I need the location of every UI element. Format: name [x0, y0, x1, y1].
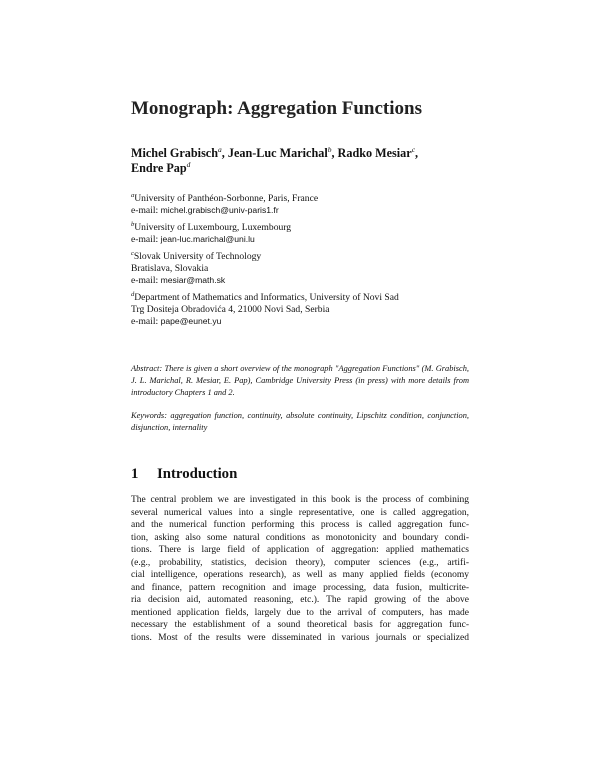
affiliation-mark: c — [131, 250, 134, 257]
affiliation-line: Department of Mathematics and Informatics, University of Novi Sad — [134, 292, 399, 303]
affiliation-line: Slovak University of Technology — [133, 251, 262, 262]
author-affil-mark: b — [327, 145, 332, 154]
email-label: e-mail: — [131, 204, 159, 216]
body-line: (e.g., probability, statistics, decision theory), computer sciences (e.g., artifi- — [131, 557, 469, 568]
affiliation-line: Trg Dositeja Obradovića 4, 21000 Novi Sad, Serbia — [131, 303, 330, 315]
author-list: Michel Grabisch$^a$, Jean-Luc Marichal$^b$, Radko Mesiar$^c$, Endre Pap$^d$ — [131, 145, 419, 175]
body-line: tions. Most of the results were disseminated in various journals or specialized — [131, 632, 469, 643]
body-line: ria decision aid, automated reasoning, etc.). The rapid growing of the above — [131, 595, 469, 605]
email-address[interactable]: mesiar@math.sk — [160, 274, 226, 285]
affiliation-mark: d — [131, 291, 135, 298]
body-line: tions. There is large field of application of aggregation: applied mathematics — [131, 545, 469, 555]
body-line: The central problem we are investigated in this book is the process of combining — [131, 495, 469, 505]
author-affil-mark: d — [186, 160, 191, 169]
email-address[interactable]: pape@eunet.yu — [160, 315, 222, 326]
affiliation — [131, 193, 471, 217]
affiliation-line: University of Luxembourg, Luxembourg — [134, 222, 292, 233]
body-line: and finance, pattern recognition and image processing, data fusion, multicrite- — [131, 582, 469, 593]
affiliation-line: University of Panthéon-Sorbonne, Paris, France — [134, 193, 319, 204]
affiliation-mark: b — [131, 221, 135, 228]
author-affil-mark: a — [218, 145, 222, 154]
section-number: 1 — [131, 466, 139, 482]
body-line: tion, asking also some natural conditions as monotonicity and boundary condi- — [131, 532, 469, 543]
paper-title: Monograph: Aggregation Functions — [131, 98, 423, 119]
email-address[interactable]: jean-luc.marichal@uni.lu — [160, 233, 255, 244]
body-line: necessary the establishment of a sound theoretical basis for aggregation func- — [131, 620, 469, 630]
author-affil-mark: c — [411, 145, 416, 154]
author-name: Michel Grabisch — [131, 146, 218, 160]
affiliation — [131, 251, 471, 286]
abstract: Abstract: There is given a short overview of the monograph "Aggregation Functions" (M. Grabisch, J. L. Marichal, R. Mesiar, E. Pap), Cambridge University Press (in press) with more details from introductory Chapters 1 and 2. — [131, 364, 469, 397]
author-name: Radko Mesiar — [337, 146, 412, 160]
affiliation-mark: a — [131, 192, 135, 199]
keywords: Keywords: aggregation function, continuity, absolute continuity, Lipschitz condition, conjunction, disjunction, internality — [131, 411, 469, 432]
body-line: cial intelligence, operations research), as well as many applied fields (economy — [131, 570, 469, 580]
email-address[interactable]: michel.grabisch@univ-paris1.fr — [160, 204, 279, 215]
section-title: Introduction — [157, 466, 238, 482]
email-label: e-mail: — [131, 274, 159, 286]
affiliation — [131, 292, 471, 327]
email-label: e-mail: — [131, 233, 159, 245]
author-name: Jean-Luc Marichal — [227, 146, 328, 160]
section-heading — [131, 466, 237, 483]
body-line: several numerical values into a single representative, one is called aggregation, — [131, 507, 469, 518]
affiliation-line: Bratislava, Slovakia — [131, 262, 209, 274]
body-paragraph — [131, 494, 469, 644]
email-label: e-mail: — [131, 315, 159, 327]
body-line: and the numerical function performing this process is called aggregation func- — [131, 520, 469, 530]
body-line: mentioned application fields, largely due to the arrival of computers, has made — [131, 607, 469, 618]
author-name: Endre Pap — [131, 161, 187, 175]
affiliation — [131, 222, 471, 246]
